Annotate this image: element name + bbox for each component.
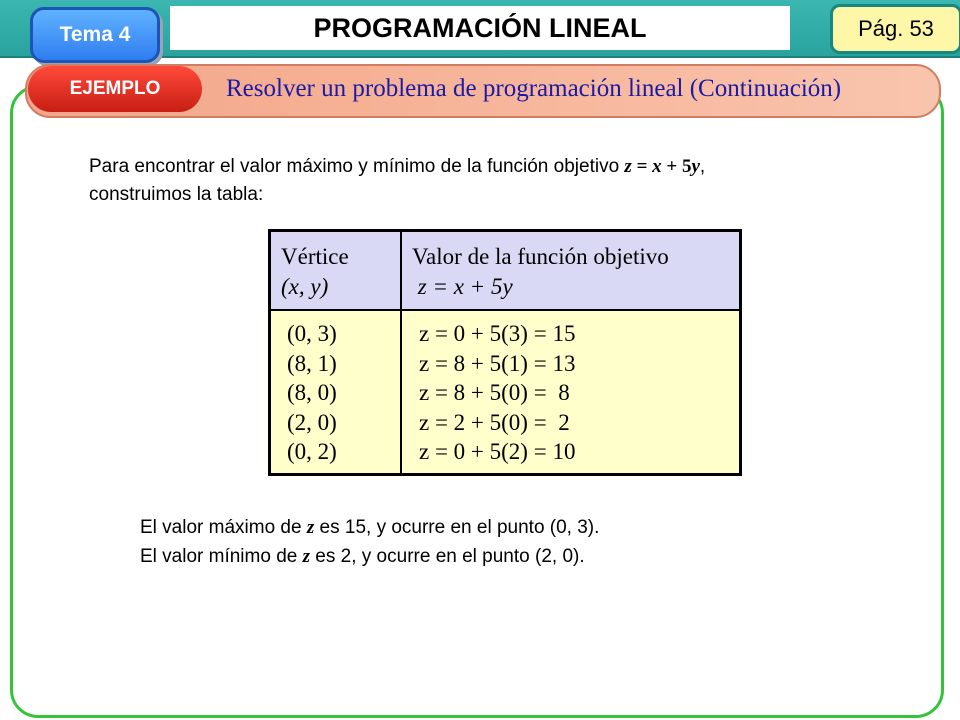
header-vertex-title: Vértice bbox=[281, 244, 349, 269]
page-number-badge: Pág. 53 bbox=[830, 4, 960, 54]
ejemplo-tag: EJEMPLO bbox=[28, 66, 202, 112]
vertex-cell: (0, 3) bbox=[287, 321, 337, 346]
vertex-cell: (0, 2) bbox=[287, 439, 337, 465]
max-z: z bbox=[306, 517, 315, 538]
value-cell: z = 8 + 5(1) = 13 bbox=[419, 350, 576, 376]
value-cell: z = 8 + 5(0) = 8 bbox=[419, 380, 570, 406]
page-title: PROGRAMACIÓN LINEAL bbox=[170, 6, 790, 50]
example-subtitle: Resolver un problema de programación lineal (Continuación) bbox=[226, 75, 842, 102]
value-cell: z = 0 + 5(3) = 15 bbox=[419, 321, 576, 346]
intro-line-2: construimos la tabla: bbox=[89, 184, 264, 205]
vertex-cell: (8, 0) bbox=[287, 380, 337, 406]
vertex-cell: (2, 0) bbox=[287, 409, 337, 435]
intro-comma: , bbox=[699, 156, 706, 177]
header-objective-value bbox=[412, 242, 669, 302]
min-text-start: El valor mínimo de bbox=[140, 546, 303, 567]
header-vertex bbox=[281, 242, 349, 302]
vertex-column bbox=[287, 319, 337, 467]
conclusions bbox=[140, 513, 900, 571]
formula-x: x bbox=[652, 156, 662, 177]
table-body bbox=[271, 311, 739, 473]
table-header bbox=[271, 232, 739, 311]
min-conclusion bbox=[140, 542, 900, 571]
value-cell: z = 0 + 5(2) = 10 bbox=[419, 439, 576, 465]
max-conclusion bbox=[140, 513, 900, 542]
value-cell: z = 2 + 5(0) = 2 bbox=[419, 409, 570, 435]
tema-badge: Tema 4 bbox=[30, 7, 160, 63]
min-text-end: es 2, y ocurre en el punto (2, 0). bbox=[310, 546, 585, 567]
formula-eq: = bbox=[631, 156, 653, 177]
max-text-start: El valor máximo de bbox=[140, 517, 307, 538]
column-divider bbox=[400, 232, 402, 473]
formula-z: z bbox=[624, 156, 632, 177]
min-z: z bbox=[302, 546, 311, 567]
intro-paragraph bbox=[89, 153, 889, 209]
objective-function-table bbox=[268, 229, 742, 476]
formula-plus: + 5 bbox=[661, 156, 692, 177]
header-vertex-coords: (x, y) bbox=[281, 274, 329, 299]
intro-line-1 bbox=[89, 153, 889, 181]
header-objective-title: Valor de la función objetivo bbox=[412, 244, 669, 269]
intro-text: Para encontrar el valor máximo y mínimo de la función objetivo bbox=[89, 156, 625, 177]
formula-y: y bbox=[691, 156, 700, 177]
vertex-cell: (8, 1) bbox=[287, 350, 337, 376]
max-text-end: es 15, y ocurre en el punto (0, 3). bbox=[314, 517, 600, 538]
value-column bbox=[419, 319, 575, 467]
header-objective-formula: z = x + 5y bbox=[412, 274, 513, 299]
